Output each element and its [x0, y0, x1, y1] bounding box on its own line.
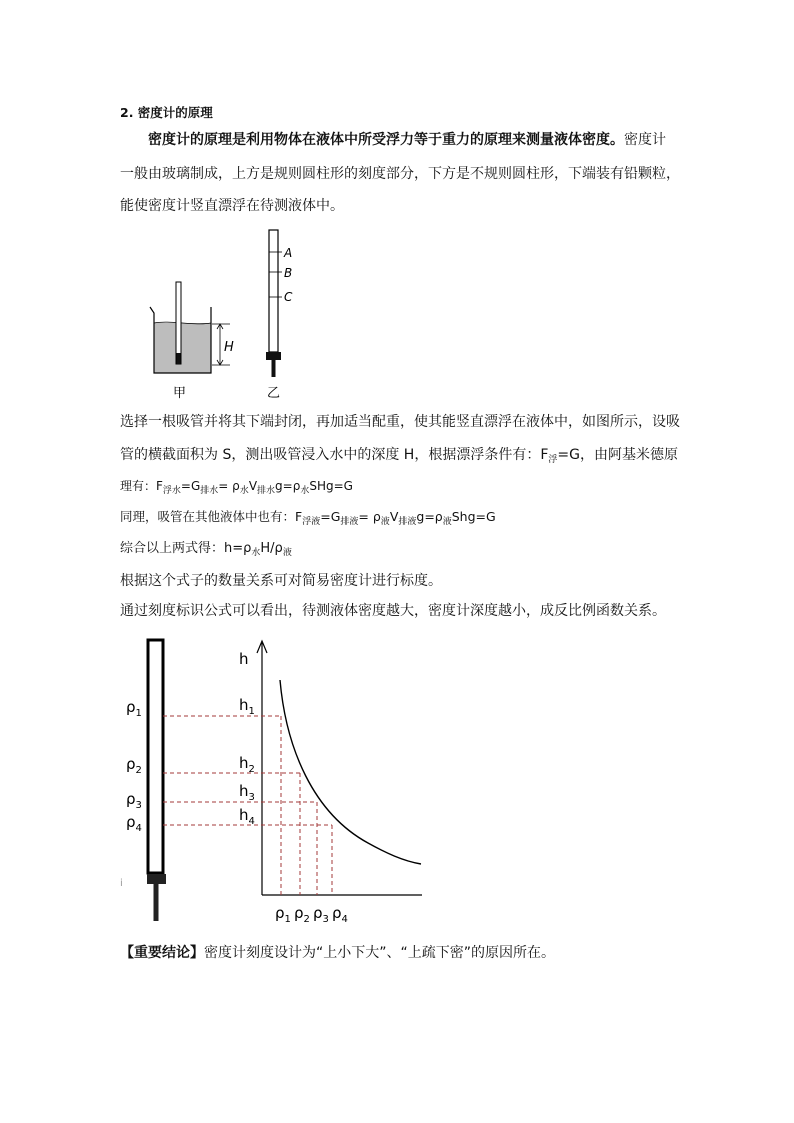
intro-bold-text: 密度计的原理是利用物体在液体中所受浮力等于重力的原理来测量液体密度。	[148, 132, 624, 148]
h-label-1: $h_1$	[239, 696, 255, 717]
h-label-4: $h_4$	[239, 806, 255, 827]
formula-part: 理有：F	[120, 479, 163, 493]
conclusion-label: 【重要结论】	[120, 945, 204, 961]
explain-line-5	[120, 541, 292, 558]
formula-part: =G	[180, 479, 201, 493]
explain-line-1: 选择一根吸管并将其下端封闭，再加适当配重，使其能竖直漂浮在液体中，如图所示，设吸	[120, 414, 680, 430]
rho-label-1: $\rho_1$	[126, 698, 142, 719]
explain-line-2-a: 管的横截面积为 S，测出吸管浸入水中的深度 H，根据漂浮条件有：F	[120, 447, 549, 463]
formula-part: 同理，吸管在其他液体中也有：F	[120, 509, 303, 524]
subscript: 液	[442, 517, 452, 527]
caption-yi: 乙	[267, 386, 281, 401]
formula-part: 综合以上两式得：h=ρ	[120, 541, 252, 556]
label-A: A	[284, 246, 293, 260]
axis-label-h: h	[239, 650, 249, 668]
x-tick-rho-2: $\rho_2$	[294, 904, 310, 925]
formula-part: V	[389, 509, 399, 524]
explain-line-2-b: =G，由阿基米德原	[557, 447, 678, 463]
conclusion-text: 密度计刻度设计为“上小下大”、“上疏下密”的原因所在。	[204, 945, 556, 961]
conclusion-line	[120, 946, 555, 960]
formula-part: V	[248, 479, 258, 493]
rho-label-4: $\rho_4$	[126, 813, 142, 834]
formula-part: g=ρ	[275, 479, 301, 493]
intro-rest-text: 密度计	[624, 132, 666, 148]
explain-line-2	[120, 447, 678, 465]
subscript: 浮液	[302, 517, 321, 527]
subscript: 浮	[548, 455, 558, 465]
explain-line-7: 通过刻度标识公式可以看出，待测液体密度越大，密度计深度越小，成反比例函数关系。	[120, 603, 666, 619]
explain-line-4	[120, 509, 496, 527]
straw-tube	[176, 282, 181, 364]
x-tick-rho-3: $\rho_3$	[313, 904, 329, 925]
x-tick-rho-4: $\rho_4$	[332, 904, 348, 925]
h-label-3: $h_3$	[239, 782, 255, 803]
scale-tube	[120, 640, 166, 921]
formula-part: =G	[320, 509, 341, 524]
formula-part: H/ρ	[260, 541, 283, 556]
scan-artifact-mark: i	[120, 878, 123, 889]
formula-part: = ρ	[218, 479, 240, 493]
subscript: 排液	[340, 517, 359, 527]
subscript: 水	[300, 486, 310, 496]
figure-inverse-curve	[118, 628, 424, 930]
formula-part: SHg=G	[309, 479, 353, 493]
intro-line-1	[148, 133, 666, 147]
x-tick-rho-1: $\rho_1$	[275, 904, 291, 925]
subscript: 浮水	[162, 486, 181, 496]
explain-line-3	[120, 479, 353, 496]
label-C: C	[284, 290, 293, 304]
subscript: 液	[282, 548, 292, 558]
subscript: 水	[251, 548, 261, 558]
intro-line-3: 能使密度计竖直漂浮在待测液体中。	[120, 198, 344, 214]
formula-part: g=ρ	[416, 509, 443, 524]
label-B: B	[284, 266, 293, 280]
depth-dimension	[212, 324, 234, 365]
subscript: 排水	[200, 486, 219, 496]
inverse-curve	[280, 680, 421, 864]
formula-part: Shg=G	[451, 509, 496, 524]
rho-label-2: $\rho_2$	[126, 755, 142, 776]
caption-jia: 甲	[173, 386, 187, 401]
h-label-2: $h_2$	[239, 754, 255, 775]
rho-label-3: $\rho_3$	[126, 790, 142, 811]
label-H: H	[224, 340, 234, 355]
hydrometer	[266, 230, 293, 377]
subscript: 排液	[398, 517, 417, 527]
rho-labels	[126, 698, 142, 834]
formula-part: = ρ	[358, 509, 381, 524]
figure-hydrometer-diagram	[140, 225, 340, 405]
subscript: 排水	[257, 486, 276, 496]
intro-line-2: 一般由玻璃制成，上方是规则圆柱形的刻度部分，下方是不规则圆柱形，下端装有铅颗粒，	[120, 166, 680, 182]
subscript: 水	[239, 486, 249, 496]
liquid-fill	[154, 323, 211, 373]
explain-line-6: 根据这个式子的数量关系可对简易密度计进行标度。	[120, 573, 442, 589]
x-tick-labels	[275, 904, 348, 925]
subscript: 液	[380, 517, 390, 527]
section-heading: 2. 密度计的原理	[120, 105, 213, 120]
axes	[239, 641, 422, 895]
